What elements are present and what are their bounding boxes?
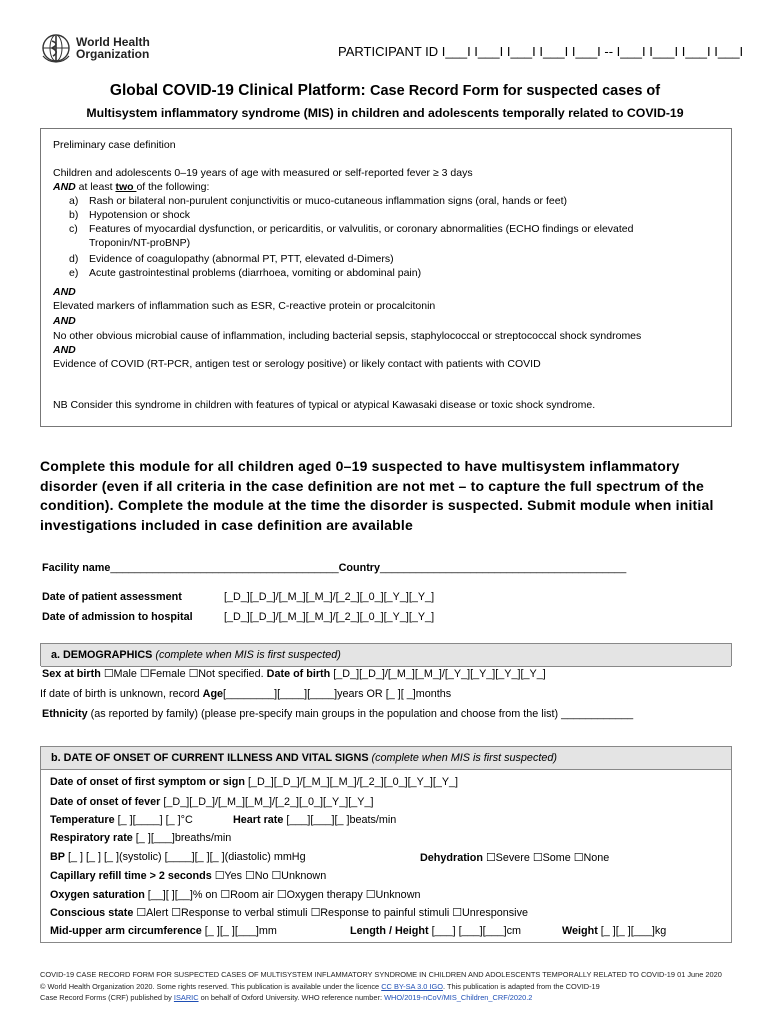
isaric-link[interactable]: ISARIC	[173, 993, 199, 1002]
muac-label: Mid-upper arm circumference	[50, 925, 202, 937]
criterion-letter: c)	[69, 223, 78, 235]
dehydration-row	[420, 851, 609, 864]
weight-row	[562, 925, 666, 937]
criterion-text: Evidence of coagulopathy (abnormal PT, PTT, elevated d-Dimers)	[89, 253, 394, 265]
age-input[interactable]: [________][____][____]years OR [_ ][ _]months	[223, 688, 452, 700]
footer-adapted: . This publication is adapted from the COVID-19	[442, 981, 600, 991]
facility-input[interactable]: ______________________________________	[110, 562, 339, 574]
criterion-text: Hypotension or shock	[89, 209, 190, 221]
footer-line-3	[40, 992, 722, 1004]
temperature-label: Temperature	[50, 814, 115, 826]
country-label: Country	[338, 562, 380, 574]
form-subtitle: Multisystem inflammatory syndrome (MIS) in children and adolescents temporally related to COVID-19	[86, 106, 684, 120]
weight-label: Weight	[562, 925, 598, 937]
case-definition-box	[40, 128, 732, 427]
capillary-refill-row	[50, 869, 326, 882]
age-row	[40, 688, 451, 700]
who-logo	[40, 32, 150, 64]
footer-line-1: COVID-19 CASE RECORD FORM FOR SUSPECTED CASES OF MULTISYSTEM INFLAMMATORY SYNDROME IN CHILDREN AND ADOLESCENTS TEMPORALLY RELATED TO COVID-19 01 June 2020	[40, 970, 722, 979]
criterion-e	[69, 267, 421, 279]
who-reference-number: WHO/2019-nCoV/MIS_Children_CRF/2020.2	[384, 993, 533, 1002]
ethnicity-input[interactable]: (as reported by family) (please pre-specify main groups in the population and choose from the list) ____________	[87, 708, 634, 720]
logo-line-2: Organization	[76, 47, 150, 61]
demographics-header	[40, 643, 732, 666]
onset-note: (complete when MIS is first suspected)	[371, 752, 557, 764]
licence-link[interactable]: CC BY-SA 3.0 IGO	[381, 981, 443, 991]
footer-oxford-text: on behalf of Oxford University. WHO reference number:	[198, 993, 385, 1002]
heart-rate-label: Heart rate	[233, 814, 284, 826]
criterion-text: Features of myocardial dysfunction, or pericarditis, or valvulitis, or coronary abnormalities (ECHO findings or elevated	[89, 223, 634, 235]
temperature-row	[50, 814, 193, 826]
weight-input[interactable]: [_ ][_ ][___]kg	[597, 925, 667, 937]
evidence-text: Evidence of COVID (RT-PCR, antigen test or serology positive) or likely contact with patients with COVID	[53, 358, 541, 370]
facility-label: Facility name	[42, 562, 111, 574]
demographics-title: a. DEMOGRAPHICS	[51, 649, 156, 661]
nb-text: NB Consider this syndrome in children with features of typical or atypical Kawasaki disease or toxic shock syndrome.	[53, 399, 596, 411]
title-crf: Case Record Form for suspected cases of	[370, 83, 661, 99]
sex-label: Sex at birth	[42, 668, 101, 680]
dehydration-label: Dehydration	[420, 852, 483, 864]
onset-fever-input[interactable]: [_D_][_D_]/[_M_][_M_]/[_2_][_0_][_Y_][_Y_]	[160, 796, 374, 808]
capillary-refill-label: Capillary refill time > 2 seconds	[50, 870, 212, 882]
and-1: AND	[53, 286, 76, 298]
footer	[40, 969, 722, 1004]
title-platform: Global COVID-19 Clinical Platform:	[109, 82, 370, 99]
admission-date-input[interactable]: [_D_][_D_]/[_M_][_M_]/[_2_][_0_][_Y_][_Y_]	[224, 611, 435, 623]
and-3: AND	[53, 344, 76, 356]
bp-label: BP	[50, 851, 65, 863]
of-following-text: of the following:	[136, 181, 210, 193]
facility-country-row	[42, 562, 626, 574]
criterion-text: Acute gastrointestinal problems (diarrhoea, vomiting or abdominal pain)	[89, 267, 422, 279]
dehydration-options[interactable]: ☐Severe ☐Some ☐None	[483, 852, 610, 864]
respiratory-rate-row	[50, 832, 231, 844]
footer-line-2	[40, 981, 722, 993]
markers-text: Elevated markers of inflammation such as ESR, C-reactive protein or procalcitonin	[53, 300, 436, 312]
criterion-a	[69, 195, 567, 207]
conscious-state-options[interactable]: ☐Alert ☐Response to verbal stimuli ☐Response to painful stimuli ☐Unresponsive	[133, 907, 528, 919]
country-input[interactable]: _________________________________________	[380, 562, 627, 574]
muac-row	[50, 925, 277, 937]
onset-symptom-row	[50, 776, 458, 788]
no-other-text: No other obvious microbial cause of inflammation, including bacterial sepsis, staphylococcal or streptococcal shock syndromes	[53, 330, 642, 342]
criterion-d	[69, 253, 394, 265]
respiratory-rate-input[interactable]: [_ ][___]breaths/min	[132, 832, 232, 844]
onset-symptom-label: Date of onset of first symptom or sign	[50, 776, 245, 788]
capillary-refill-options[interactable]: ☐Yes ☐No ☐Unknown	[211, 870, 327, 882]
heart-rate-input[interactable]: [___][___][_ ]beats/min	[283, 814, 397, 826]
definition-and-at-least	[53, 181, 209, 193]
oxygen-saturation-row	[50, 888, 421, 901]
ethnicity-label: Ethnicity	[42, 708, 88, 720]
who-emblem-icon	[40, 32, 72, 64]
conscious-state-label: Conscious state	[50, 907, 134, 919]
bp-row	[50, 851, 306, 863]
criterion-letter: d)	[69, 253, 79, 265]
and-2: AND	[53, 315, 76, 327]
length-height-label: Length / Height	[350, 925, 429, 937]
onset-title: b. DATE OF ONSET OF CURRENT ILLNESS AND VITAL SIGNS	[51, 752, 372, 764]
length-height-input[interactable]: [___] [___][___]cm	[428, 925, 522, 937]
admission-date-label: Date of admission to hospital	[42, 611, 193, 623]
footer-crf-text: Case Record Forms (CRF) published by	[40, 993, 174, 1002]
oxygen-saturation-input[interactable]: [__][ ][__]% on ☐Room air ☐Oxygen therapy ☐Unknown	[144, 889, 421, 901]
temperature-input[interactable]: [_ ][____] [_ ]°C	[114, 814, 193, 826]
assessment-date-label: Date of patient assessment	[42, 591, 182, 603]
sex-dob-row	[42, 667, 546, 680]
module-instructions: Complete this module for all children aged 0–19 suspected to have multisystem inflammatory disorder (even if all criteria in the case definition are not met – to capture the full spectrum of the condition). Complete the module at the time the disorder is suspected. Submit module when initial investigations included in case definition are available	[40, 458, 714, 533]
assessment-date-input[interactable]: [_D_][_D_]/[_M_][_M_]/[_2_][_0_][_Y_][_Y_]	[224, 591, 435, 603]
muac-input[interactable]: [_ ][_ ][___]mm	[201, 925, 277, 937]
at-least-text: at least	[75, 181, 116, 193]
criterion-letter: a)	[69, 195, 79, 207]
criterion-letter: b)	[69, 209, 79, 221]
onset-fever-row	[50, 796, 373, 808]
respiratory-rate-label: Respiratory rate	[50, 832, 133, 844]
and-label: AND	[53, 181, 76, 193]
criterion-letter: e)	[69, 267, 79, 279]
two-text: two	[115, 181, 137, 193]
length-height-row	[350, 925, 521, 937]
criterion-text: Troponin/NT-proBNP)	[89, 237, 191, 249]
footer-copyright: © World Health Organization 2020. Some rights reserved. This publication is available under the licence	[40, 981, 382, 991]
age-label: Age	[202, 688, 224, 700]
criterion-c-cont	[69, 237, 190, 249]
criterion-b	[69, 209, 190, 221]
bp-input[interactable]: [_ ] [_ ] [_ ](systolic) [____][_ ][_ ](diastolic) mmHg	[65, 851, 306, 863]
age-prefix: If date of birth is unknown, record	[40, 688, 203, 700]
heart-rate-row	[233, 814, 396, 826]
sex-options[interactable]: ☐Male ☐Female ☐Not specified.	[103, 668, 264, 680]
onset-fever-label: Date of onset of fever	[50, 796, 161, 808]
ethnicity-row	[42, 708, 633, 720]
criterion-text: Rash or bilateral non-purulent conjunctivitis or muco-cutaneous inflammation signs (oral, hands or feet)	[89, 195, 567, 207]
dob-input[interactable]: [_D_][_D_]/[_M_][_M_]/[_Y_][_Y_][_Y_][_Y_]	[333, 668, 546, 680]
demographics-note: (complete when MIS is first suspected)	[155, 649, 341, 661]
onset-symptom-input[interactable]: [_D_][_D_]/[_M_][_M_]/[_2_][_0_][_Y_][_Y_]	[244, 776, 459, 788]
definition-intro: Children and adolescents 0–19 years of age with measured or self-reported fever ≥ 3 days	[53, 167, 473, 179]
dob-label: Date of birth	[266, 668, 331, 680]
logo-line-1: World Health	[76, 35, 150, 49]
definition-heading: Preliminary case definition	[53, 139, 176, 151]
conscious-state-row	[50, 906, 528, 919]
oxygen-saturation-label: Oxygen saturation	[50, 889, 145, 901]
criterion-c	[69, 223, 633, 235]
participant-id-field[interactable]: PARTICIPANT ID I___I I___I I___I I___I I___I -- I___I I___I I___I I___I	[338, 44, 744, 59]
form-title	[0, 82, 770, 100]
